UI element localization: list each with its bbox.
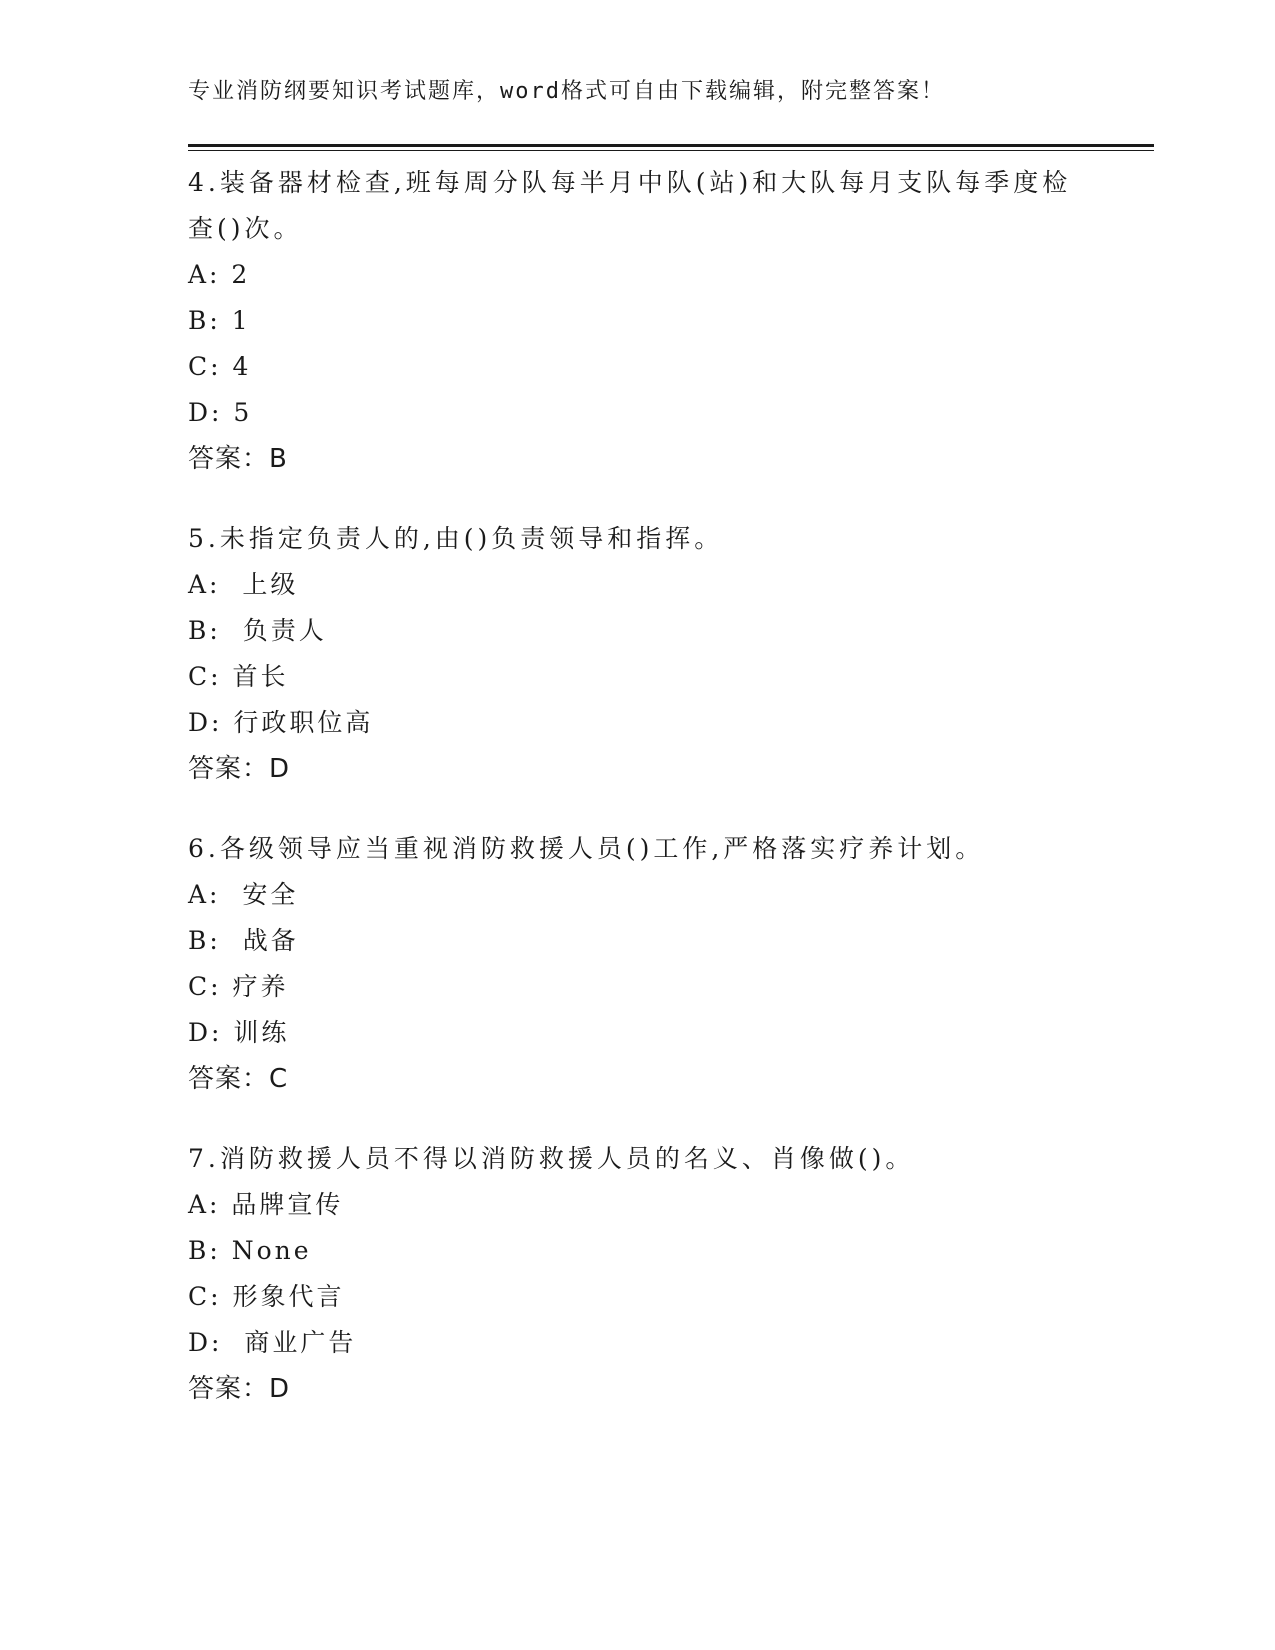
answer: 答案：D [188,754,291,784]
option-c: C: 形象代言 [188,1282,345,1311]
answer: 答案：D [188,1374,291,1404]
question-stem: 6.各级领导应当重视消防救援人员()工作,严格落实疗养计划。 [188,834,985,863]
header-divider [188,144,1154,147]
header-divider-thin [188,150,1154,151]
option-d: D: 5 [188,398,253,427]
option-a: A: 安全 [188,880,299,909]
option-b: B: 战备 [188,926,299,955]
page-header: 专业消防纲要知识考试题库，word格式可自由下载编辑，附完整答案！ [188,79,945,104]
answer: 答案：C [188,1064,289,1094]
option-c: C: 疗养 [188,972,289,1001]
option-b: B: 负责人 [188,616,327,645]
answer: 答案：B [188,444,288,474]
question-4 [188,160,1088,482]
option-d: D: 商业广告 [188,1328,357,1357]
question-stem: 4.装备器材检查,班每周分队每半月中队(站)和大队每月支队每季度检查()次。 [188,168,1072,243]
option-c: C: 首长 [188,662,289,691]
question-6 [188,826,1088,1102]
question-stem: 7.消防救援人员不得以消防救援人员的名义、肖像做()。 [188,1144,915,1173]
question-stem: 5.未指定负责人的,由()负责领导和指挥。 [188,524,724,553]
option-c: C: 4 [188,352,252,381]
option-a: A: 品牌宣传 [188,1190,344,1219]
question-5 [188,516,1088,792]
option-b: B: 1 [188,306,251,335]
option-a: A: 2 [188,260,251,289]
question-list [188,160,1088,1446]
option-d: D: 训练 [188,1018,290,1047]
option-a: A: 上级 [188,570,299,599]
question-7 [188,1136,1088,1412]
option-d: D: 行政职位高 [188,708,374,737]
option-b: B: None [188,1236,312,1265]
